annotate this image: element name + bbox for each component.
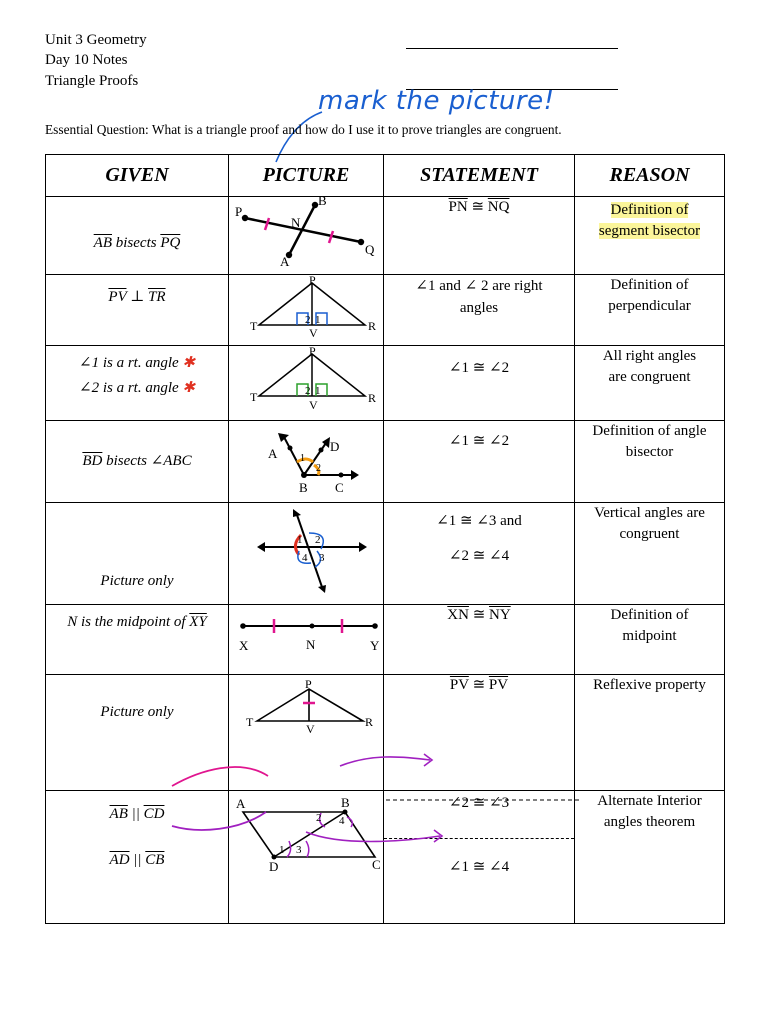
unit-title: Unit 3 Geometry <box>45 32 147 48</box>
svg-text:T: T <box>250 390 258 404</box>
reason-cell: Alternate Interior angles theorem <box>575 791 725 924</box>
svg-text:P: P <box>309 346 316 358</box>
statement-cell: $\overline{PN}$ ≅ $\overline{NQ}$ <box>384 197 575 275</box>
svg-text:A: A <box>280 254 290 269</box>
svg-text:T: T <box>246 715 254 729</box>
essential-question: Essential Question: What is a triangle proof and how do I use it to prove triangles are congruent. <box>45 122 562 137</box>
svg-text:P: P <box>235 204 243 219</box>
svg-text:V: V <box>309 326 318 340</box>
svg-text:R: R <box>365 715 374 729</box>
svg-text:D: D <box>269 859 279 874</box>
col-given: GIVEN <box>46 155 229 197</box>
svg-text:T: T <box>250 319 258 333</box>
svg-text:2: 2 <box>315 534 321 546</box>
svg-text:4: 4 <box>302 552 308 564</box>
col-picture: PICTURE <box>229 155 384 197</box>
svg-text:P: P <box>305 677 312 691</box>
reason-cell: Vertical angles are congruent <box>575 503 725 605</box>
svg-text:1: 1 <box>279 844 285 856</box>
svg-text:C: C <box>372 857 381 872</box>
svg-text:2: 2 <box>305 385 311 397</box>
statement-cell: ∠2 ≅ ∠3 ∠1 ≅ ∠4 <box>384 791 575 924</box>
svg-text:2: 2 <box>316 812 322 824</box>
col-statement: STATEMENT <box>384 155 575 197</box>
svg-text:R: R <box>368 391 377 405</box>
svg-text:4: 4 <box>339 815 345 827</box>
svg-text:N: N <box>306 637 316 652</box>
given-cell: ∠1 is a rt. angle ✱ ∠2 is a rt. angle ✱ <box>46 346 229 421</box>
svg-text:P: P <box>309 275 316 287</box>
svg-text:R: R <box>368 319 377 333</box>
svg-text:2: 2 <box>305 314 311 326</box>
reason-cell: Definition of midpoint <box>575 605 725 675</box>
topic-title: Triangle Proofs <box>45 73 139 89</box>
given-cell: N is the midpoint of $\overline{XY}$ <box>46 605 229 675</box>
svg-text:D: D <box>330 439 340 454</box>
svg-text:1: 1 <box>297 534 303 546</box>
svg-text:V: V <box>309 398 318 412</box>
svg-text:N: N <box>291 215 301 230</box>
svg-text:1: 1 <box>315 314 321 326</box>
svg-text:C: C <box>335 480 344 495</box>
reason-cell: Reflexive property <box>575 675 725 791</box>
svg-text:2: 2 <box>316 463 321 474</box>
svg-text:A: A <box>268 446 278 461</box>
statement-cell: ∠1 and ∠ 2 are right angles <box>384 275 575 346</box>
statement-cell: ∠1 ≅ ∠2 <box>384 346 575 421</box>
given-cell: $\overline{PV}$ ⊥ $\overline{TR}$ <box>46 275 229 346</box>
svg-text:V: V <box>306 722 315 736</box>
svg-text:1: 1 <box>300 453 305 464</box>
given-cell: Picture only <box>46 675 229 791</box>
svg-text:B: B <box>318 197 327 208</box>
reason-cell: Definition of segment bisector <box>575 197 725 275</box>
handwritten-note: mark the picture! <box>318 86 555 116</box>
given-cell: $\overline{AB}$ bisects $\overline{PQ}$ <box>46 197 229 275</box>
svg-text:Q: Q <box>365 242 375 257</box>
svg-text:B: B <box>341 795 350 810</box>
given-cell: $\overline{AB}$ || $\overline{CD}$ $\overline{AD}$ || $\overline{CB}$ <box>46 791 229 924</box>
svg-text:3: 3 <box>296 844 302 856</box>
reason-cell: Definition of angle bisector <box>575 421 725 503</box>
statement-cell: $\overline{PV}$ ≅ $\overline{PV}$ <box>384 675 575 791</box>
statement-cell: ∠1 ≅ ∠3 and ∠2 ≅ ∠4 <box>384 503 575 605</box>
given-cell: Picture only <box>46 503 229 605</box>
day-title: Day 10 Notes <box>45 52 128 68</box>
reason-cell: All right angles are congruent <box>575 346 725 421</box>
col-reason: REASON <box>575 155 725 197</box>
svg-text:1: 1 <box>315 385 321 397</box>
reason-cell: Definition of perpendicular <box>575 275 725 346</box>
svg-text:3: 3 <box>319 552 325 564</box>
statement-cell: ∠1 ≅ ∠2 <box>384 421 575 503</box>
svg-text:Y: Y <box>370 638 380 653</box>
svg-text:A: A <box>236 796 246 811</box>
statement-cell: $\overline{XN}$ ≅ $\overline{NY}$ <box>384 605 575 675</box>
given-cell: $\overline{BD}$ bisects ∠ABC <box>46 421 229 503</box>
svg-text:B: B <box>299 480 308 495</box>
svg-text:X: X <box>239 638 249 653</box>
